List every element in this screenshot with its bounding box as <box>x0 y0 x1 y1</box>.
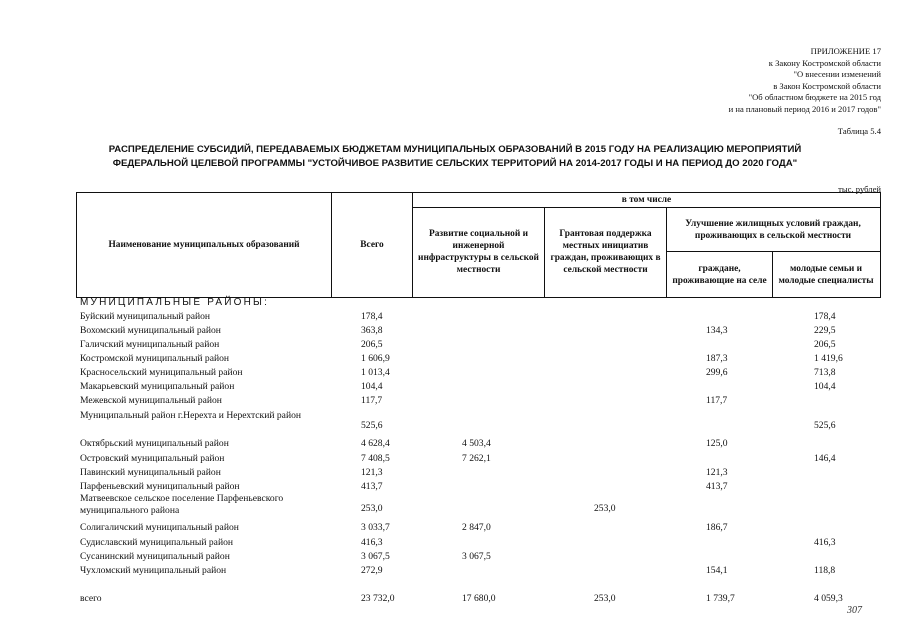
total-young: 4 059,3 <box>814 593 843 604</box>
cell-citizens: 121,3 <box>706 467 728 478</box>
row-name: Межевской муниципальный район <box>80 395 222 406</box>
title-line-1: РАСПРЕДЕЛЕНИЕ СУБСИДИЙ, ПЕРЕДАВАЕМЫХ БЮДЖЕТАМ МУНИЦИПАЛЬНЫХ ОБРАЗОВАНИЙ В 2015 ГОДУ НА РЕАЛИЗАЦИЮ МЕРОПРИЯТИЙ <box>108 144 802 155</box>
header-housing: Улучшение жилищных условий граждан, проживающих в сельской местности <box>685 218 861 241</box>
cell-infra: 4 503,4 <box>462 438 491 449</box>
header-including: в том числе <box>621 195 672 205</box>
cell-young: 229,5 <box>814 325 836 336</box>
total-sum: 23 732,0 <box>361 593 395 604</box>
table-number: Таблица 5.4 <box>837 126 881 136</box>
cell-total: 117,7 <box>361 395 383 406</box>
cell-total: 363,8 <box>361 325 383 336</box>
row-name: Красносельский муниципальный район <box>80 367 243 378</box>
row-name: Макарьевский муниципальный район <box>80 381 235 392</box>
cell-grant: 253,0 <box>594 503 616 514</box>
cell-total: 1 013,4 <box>361 367 390 378</box>
cell-infra: 3 067,5 <box>462 551 491 562</box>
column-divider <box>666 207 667 297</box>
cell-citizens: 187,3 <box>706 353 728 364</box>
cell-total: 178,4 <box>361 311 383 322</box>
row-name: Муниципальный район г.Нерехта и Нерехтский район <box>80 410 302 421</box>
cell-young: 525,6 <box>814 420 836 431</box>
header-line: ПРИЛОЖЕНИЕ 17 <box>810 46 881 56</box>
cell-total: 3 033,7 <box>361 522 390 533</box>
cell-citizens: 117,7 <box>706 395 728 406</box>
row-name: Галичский муниципальный район <box>80 339 220 350</box>
total-grant: 253,0 <box>594 593 616 604</box>
cell-young: 416,3 <box>814 537 836 548</box>
total-label: всего <box>80 593 102 604</box>
cell-total: 3 067,5 <box>361 551 390 562</box>
cell-citizens: 125,0 <box>706 438 728 449</box>
cell-citizens: 413,7 <box>706 481 728 492</box>
header-young: молодые семьи и молодые специалисты <box>778 263 874 286</box>
cell-young: 104,4 <box>814 381 836 392</box>
header-total: Всего <box>360 240 384 250</box>
row-name: Матвеевское сельское поселение Парфеньевского муниципального района <box>80 493 284 516</box>
cell-young: 118,8 <box>814 565 836 576</box>
cell-total: 104,4 <box>361 381 383 392</box>
row-name: Павинский муниципальный район <box>80 467 221 478</box>
header-citizens: граждане, проживающие на селе <box>672 263 767 286</box>
row-name: Октябрьский муниципальный район <box>80 438 229 449</box>
handwritten-page-number: 307 <box>847 605 862 616</box>
row-name: Чухломский муниципальный район <box>80 565 227 576</box>
row-name: Вохомский муниципальный район <box>80 325 221 336</box>
cell-total: 525,6 <box>361 420 383 431</box>
title-line-2: ФЕДЕРАЛЬНОЙ ЦЕЛЕВОЙ ПРОГРАММЫ "УСТОЙЧИВОЕ РАЗВИТИЕ СЕЛЬСКИХ ТЕРРИТОРИЙ НА 2014-2017 ГОДЫ И НА ПЕРИОД ДО 2020 ГОДА" <box>112 157 798 169</box>
header-grant: Грантовая поддержка местных инициатив граждан, проживающих в сельской местности <box>550 229 661 275</box>
header-line: к Закону Костромской области <box>768 57 881 68</box>
row-name: Судиславский муниципальный район <box>80 537 234 548</box>
total-citizens: 1 739,7 <box>706 593 735 604</box>
cell-infra: 2 847,0 <box>462 522 491 533</box>
header-line: "Об областном бюджете на 2015 год <box>748 92 881 103</box>
cell-young: 206,5 <box>814 339 836 350</box>
cell-young: 178,4 <box>814 311 836 322</box>
cell-total: 253,0 <box>361 503 383 514</box>
appendix-header <box>729 46 881 116</box>
row-name: Парфеньевский муниципальный район <box>80 481 240 492</box>
row-name: Буйский муниципальный район <box>80 311 211 322</box>
table-header <box>76 192 881 298</box>
column-divider <box>412 193 413 297</box>
document-title <box>60 143 850 170</box>
header-line: и на плановый период 2016 и 2017 годов" <box>728 103 881 114</box>
cell-citizens: 154,1 <box>706 565 728 576</box>
cell-total: 206,5 <box>361 339 383 350</box>
header-line: "О внесении изменений <box>793 69 881 80</box>
cell-citizens: 134,3 <box>706 325 728 336</box>
row-name: Сусанинский муниципальный район <box>80 551 230 562</box>
cell-total: 1 606,9 <box>361 353 390 364</box>
row-name: Островский муниципальный район <box>80 453 225 464</box>
cell-infra: 7 262,1 <box>462 453 491 464</box>
column-divider <box>772 251 773 297</box>
header-name: Наименование муниципальных образований <box>108 240 300 250</box>
cell-citizens: 299,6 <box>706 367 728 378</box>
cell-young: 1 419,6 <box>814 353 843 364</box>
cell-young: 713,8 <box>814 367 836 378</box>
units-label: тыс. рублей <box>838 184 881 194</box>
cell-total: 413,7 <box>361 481 383 492</box>
cell-young: 146,4 <box>814 453 836 464</box>
cell-total: 7 408,5 <box>361 453 390 464</box>
cell-citizens: 186,7 <box>706 522 728 533</box>
header-infra: Развитие социальной и инженерной инфраструктуры в сельской местности <box>418 229 539 275</box>
header-line: в Закон Костромской области <box>773 80 881 91</box>
row-name: Солигаличский муниципальный район <box>80 522 239 533</box>
section-label: МУНИЦИПАЛЬНЫЕ РАЙОНЫ: <box>80 297 270 308</box>
row-name: Костромской муниципальный район <box>80 353 230 364</box>
total-infra: 17 680,0 <box>462 593 496 604</box>
cell-total: 4 628,4 <box>361 438 390 449</box>
cell-total: 272,9 <box>361 565 383 576</box>
column-divider <box>544 207 545 297</box>
cell-total: 121,3 <box>361 467 383 478</box>
cell-total: 416,3 <box>361 537 383 548</box>
